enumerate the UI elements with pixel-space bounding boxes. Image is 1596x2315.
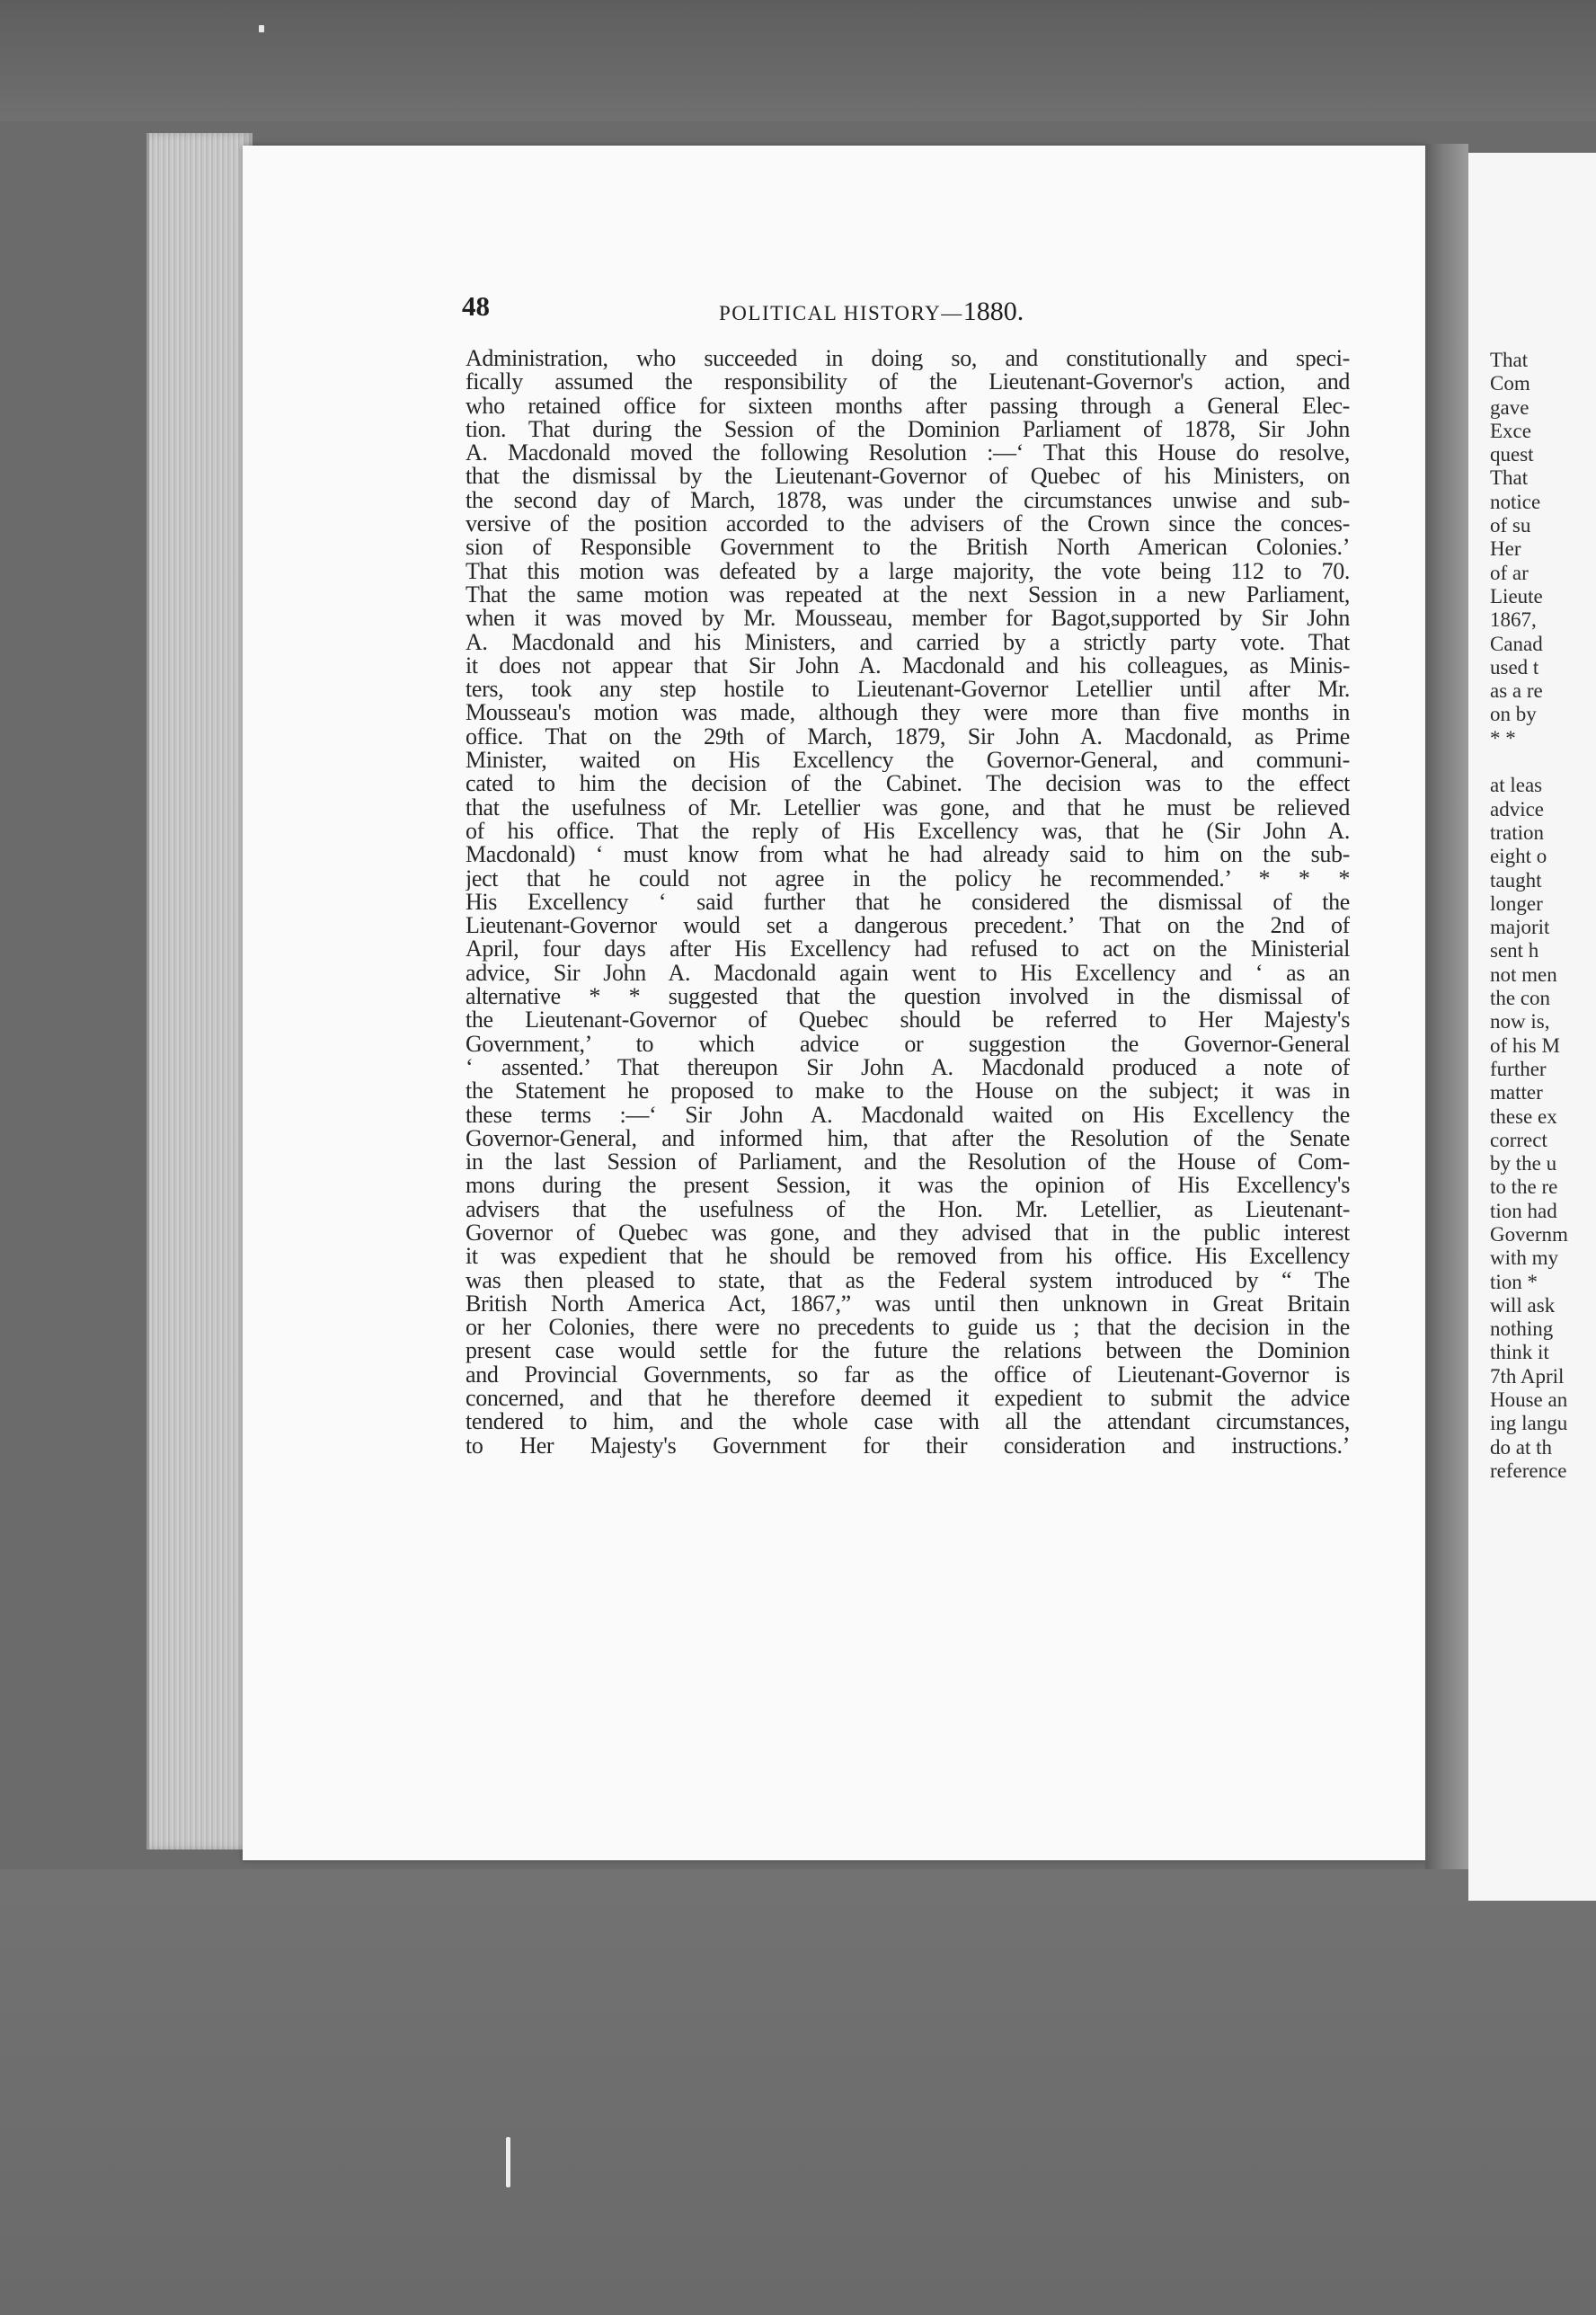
facing-page-line: to the re xyxy=(1490,1175,1558,1199)
facing-page-line: as a re xyxy=(1490,679,1543,703)
text-line: fically assumed the responsibility of the Lieutenant-Governor's action, and xyxy=(466,370,1350,395)
text-line: it does not appear that Sir John A. Macdonald and his colleagues, as Minis- xyxy=(466,653,1350,679)
text-line: cated to him the decision of the Cabinet. The decision was to the effect xyxy=(466,772,1350,796)
facing-page-line: with my xyxy=(1490,1246,1559,1270)
text-line: ‘ assented.’ That thereupon Sir John A. Macdonald produced a note of xyxy=(466,1055,1350,1080)
scan-background-top xyxy=(0,0,1596,121)
text-line: British North America Act, 1867,” was until then unknown in Great Britain xyxy=(466,1291,1350,1317)
facing-page-line: That xyxy=(1490,349,1529,371)
facing-page-line: * * xyxy=(1490,726,1516,749)
facing-page-line: quest xyxy=(1490,443,1534,466)
text-line: versive of the position accorded to the advisers of the Crown since the conces- xyxy=(466,512,1350,537)
text-line: the Statement he proposed to make to the House on the subject; it was in xyxy=(466,1079,1350,1104)
facing-page-line: advice xyxy=(1490,797,1545,820)
facing-page-line: majorit xyxy=(1490,916,1550,939)
text-line: tendered to him, and the whole case with all the attendant circumstances, xyxy=(466,1410,1350,1434)
text-line: office. That on the 29th of March, 1879, Sir John A. Macdonald, as Prime xyxy=(466,724,1350,749)
facing-page-line: now is, xyxy=(1490,1010,1550,1033)
text-line: Government,’ to which advice or suggestion the Governor-General xyxy=(466,1032,1350,1056)
facing-page-line: gave xyxy=(1490,395,1530,419)
text-line: who retained office for sixteen months after passing through a General Elec- xyxy=(466,394,1350,418)
facing-page-line: sent h xyxy=(1490,939,1539,962)
facing-page-line: of ar xyxy=(1490,561,1529,584)
running-title-year: 1880. xyxy=(962,297,1024,326)
facing-page-line: these ex xyxy=(1490,1104,1557,1128)
facing-page xyxy=(1468,153,1596,1901)
facing-page-line: ing langu xyxy=(1490,1412,1568,1435)
text-line: the second day of March, 1878, was under the circumstances unwise and sub- xyxy=(466,488,1350,513)
text-line: concerned, and that he therefore deemed it expedient to submit the advice xyxy=(466,1387,1350,1411)
facing-page-line: That xyxy=(1490,466,1529,490)
text-line: was then pleased to state, that as the Federal system introduced by “ The xyxy=(466,1268,1350,1292)
text-line: alternative * * suggested that the question involved in the dismissal of xyxy=(466,985,1350,1009)
text-line: it was expedient that he should be removed from his office. His Excellency xyxy=(466,1245,1350,1269)
text-line: Mousseau's motion was made, although they were more than five months in xyxy=(466,701,1350,725)
text-line: Governor-General, and informed him, that after the Resolution of the Senate xyxy=(466,1126,1350,1151)
facing-page-line: not men xyxy=(1490,962,1557,986)
facing-page-line: Lieute xyxy=(1490,584,1543,608)
facing-page-line: 1867, xyxy=(1490,608,1537,632)
text-line: Minister, waited on His Excellency the Governor-General, and communi- xyxy=(466,749,1350,773)
facing-page-line: of su xyxy=(1490,514,1531,537)
facing-page-line: used t xyxy=(1490,655,1539,679)
facing-page-line: Her xyxy=(1490,537,1521,561)
text-line: the Lieutenant-Governor of Quebec should be referred to Her Majesty's xyxy=(466,1008,1350,1033)
facing-page-line: on by xyxy=(1490,703,1537,726)
text-line: and Provincial Governments, so far as the office of Lieutenant-Governor is xyxy=(466,1362,1350,1388)
facing-page-line: further xyxy=(1490,1057,1547,1080)
facing-page-line: Canad xyxy=(1490,632,1543,655)
facing-page-line: Governm xyxy=(1490,1222,1568,1246)
text-line: that the dismissal by the Lieutenant-Governor of Quebec of his Ministers, on xyxy=(466,465,1350,489)
text-line: these terms :—‘ Sir John A. Macdonald waited on His Excellency the xyxy=(466,1103,1350,1127)
text-line: Lieutenant-Governor would set a dangerous precedent.’ That on the 2nd of xyxy=(466,914,1350,938)
text-line: Governor of Quebec was gone, and they advised that in the public interest xyxy=(466,1220,1350,1246)
facing-page-line: taught xyxy=(1490,868,1542,891)
facing-page-line: correct xyxy=(1490,1128,1547,1151)
scan-dust-mark xyxy=(506,2137,510,2187)
text-line: A. Macdonald and his Ministers, and carried by a strictly party vote. That xyxy=(466,630,1350,654)
scan-background-bottom xyxy=(0,1869,1596,2315)
text-line: ters, took any step hostile to Lieutenant-Governor Letellier until after Mr. xyxy=(466,678,1350,702)
text-line: in the last Session of Parliament, and the Resolution of the House of Com- xyxy=(466,1150,1350,1175)
text-line: to Her Majesty's Government for their consideration and instructions.’ xyxy=(466,1433,1350,1458)
text-line: Administration, who succeeded in doing so, and constitutionally and speci- xyxy=(466,347,1350,371)
facing-page-line: eight o xyxy=(1490,845,1547,868)
running-title xyxy=(719,297,1024,338)
text-line: April, four days after His Excellency had refused to act on the Ministerial xyxy=(466,937,1350,962)
text-line: That this motion was defeated by a large majority, the vote being 112 to 70. xyxy=(466,559,1350,583)
facing-page-line: 7th April xyxy=(1490,1364,1565,1388)
book-page-edges xyxy=(146,133,253,1849)
facing-page-line: by the u xyxy=(1490,1152,1557,1175)
facing-page-line: of his M xyxy=(1490,1033,1560,1057)
text-line: ject that he could not agree in the policy he recommended.’ * * * xyxy=(466,866,1350,891)
text-line: present case would settle for the future the relations between the Dominion xyxy=(466,1339,1350,1363)
text-line: sion of Responsible Government to the British North American Colonies.’ xyxy=(466,536,1350,560)
text-line: His Excellency ‘ said further that he considered the dismissal of the xyxy=(466,890,1350,915)
text-line: advice, Sir John A. Macdonald again went to His Excellency and ‘ as an xyxy=(466,961,1350,986)
book-gutter xyxy=(1425,144,1468,1869)
facing-page-text xyxy=(1490,349,1596,1483)
text-line: mons during the present Session, it was the opinion of His Excellency's xyxy=(466,1174,1350,1198)
text-line: tion. That during the Session of the Dominion Parliament of 1878, Sir John xyxy=(466,417,1350,442)
facing-page-line: will ask xyxy=(1490,1293,1556,1317)
facing-page-line: matter xyxy=(1490,1081,1543,1104)
facing-page-line: tion * xyxy=(1490,1270,1538,1293)
facing-page-line: at leas xyxy=(1490,774,1543,797)
facing-page-line: tion had xyxy=(1490,1199,1557,1222)
facing-page-line: notice xyxy=(1490,490,1541,513)
facing-page-line: Exce xyxy=(1490,419,1531,442)
text-line: of his office. That the reply of His Excellency was, that he (Sir John A. xyxy=(466,819,1350,844)
facing-page-line: do at th xyxy=(1490,1435,1552,1459)
text-line: Macdonald) ‘ must know from what he had already said to him on the sub- xyxy=(466,843,1350,867)
text-line: that the usefulness of Mr. Letellier was gone, and that he must be relieved xyxy=(466,795,1350,820)
text-line: advisers that the usefulness of the Hon. Mr. Letellier, as Lieutenant- xyxy=(466,1197,1350,1221)
text-line: That the same motion was repeated at the next Session in a new Parliament, xyxy=(466,582,1350,608)
facing-page-line: nothing xyxy=(1490,1317,1554,1341)
facing-page-line: tration xyxy=(1490,820,1545,844)
body-text xyxy=(466,347,1350,1458)
facing-page-line: reference xyxy=(1490,1459,1567,1482)
facing-page-line: Com xyxy=(1490,372,1530,395)
facing-page-line: longer xyxy=(1490,891,1543,915)
scan-dust-mark xyxy=(259,25,264,32)
running-title-text: POLITICAL HISTORY— xyxy=(719,302,963,324)
text-line: A. Macdonald moved the following Resolution :—‘ That this House do resolve, xyxy=(466,441,1350,466)
facing-page-line: the con xyxy=(1490,987,1551,1010)
facing-page-line: House an xyxy=(1490,1388,1568,1412)
page-number: 48 xyxy=(462,290,490,322)
facing-page-line xyxy=(1490,750,1596,774)
facing-page-line: think it xyxy=(1490,1341,1549,1364)
text-line: when it was moved by Mr. Mousseau, member for Bagot,supported by Sir John xyxy=(466,607,1350,631)
text-line: or her Colonies, there were no precedents to guide us ; that the decision in the xyxy=(466,1316,1350,1340)
